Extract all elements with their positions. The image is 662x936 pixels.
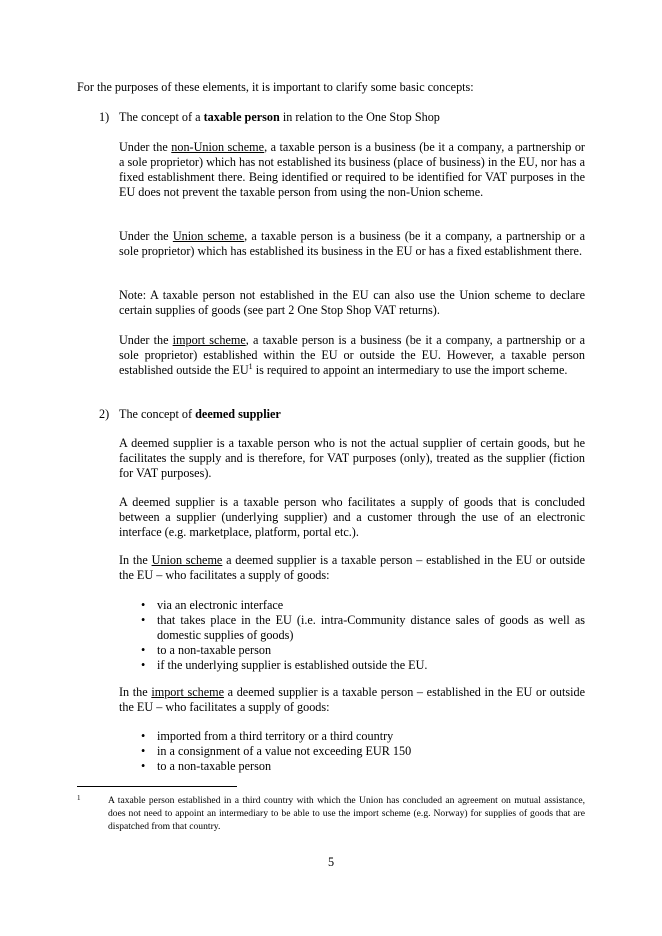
bullet-icon: • — [141, 613, 146, 627]
note-paragraph: Note: A taxable person not established in the EU can also use the Union scheme to declare certain supplies of goods (see part 2 One Stop Shop VAT returns). — [119, 288, 585, 317]
list-item: • in a consignment of a value not exceeding EUR 150 — [141, 744, 412, 758]
footnote-reference[interactable]: 1 — [248, 361, 253, 371]
section-title: The concept of deemed supplier — [119, 407, 281, 421]
import-scheme-deemed-supplier-paragraph: In the import scheme a deemed supplier is a taxable person – established in the EU or outside the EU – who facilitates a supply of goods: — [119, 685, 585, 714]
union-scheme-bullet-list — [119, 598, 585, 673]
import-scheme-paragraph: Under the import scheme, a taxable person is a business (be it a company, a partnership or a sole proprietor) established within the EU or outside the EU. However, a taxable person established outside the $EU^1$ is required to appoint an intermediary to use the import scheme. — [119, 333, 585, 377]
page-number: 5 — [327, 855, 335, 869]
scheme-term: Union scheme — [172, 229, 245, 243]
deemed-supplier-facilitation-paragraph: A deemed supplier is a taxable person who facilitates a supply of goods that is concluded between a supplier (underlying supplier) and a customer through the use of an electronic interface (e.g. marketplace, platform, portal etc.). — [119, 495, 585, 539]
union-scheme-deemed-supplier-paragraph: In the Union scheme a deemed supplier is a taxable person – established in the EU or outside the EU – who facilitates a supply of goods: — [119, 553, 585, 582]
list-item: • imported from a third territory or a third country — [141, 729, 394, 743]
scheme-term: non-Union scheme — [171, 140, 265, 154]
scheme-term: import scheme — [151, 685, 225, 699]
footnote-number: 1 — [77, 794, 81, 802]
footnote-separator — [77, 786, 237, 787]
scheme-term: import scheme — [172, 333, 246, 347]
bullet-icon: • — [141, 658, 146, 672]
scheme-term: Union scheme — [151, 553, 223, 567]
deemed-supplier-definition-paragraph: A deemed supplier is a taxable person who is not the actual supplier of certain goods, but he facilitates the supply and is therefore, for VAT purposes (only), treated as the supplier (fiction for VAT purposes). — [119, 436, 585, 480]
list-item: • to a non-taxable person — [141, 759, 272, 773]
bullet-icon: • — [141, 759, 146, 773]
footnote-text: A taxable person established in a third country with which the Union has concluded an agreement on mutual assistance, does not need to appoint an intermediary to be able to use the import scheme (e.g. Norway) for supplies of goods that are dispatched from that country. — [108, 795, 585, 832]
bullet-icon: • — [141, 598, 146, 612]
section-number: 1) — [99, 110, 110, 124]
bullet-icon: • — [141, 744, 146, 758]
list-item: • that takes place in the EU (i.e. intra-Community distance sales of goods as well as domestic supplies of goods) — [141, 613, 585, 642]
intro-paragraph: For the purposes of these elements, it is important to clarify some basic concepts: — [77, 80, 474, 94]
import-scheme-bullet-list — [119, 729, 585, 774]
list-item: • to a non-taxable person — [141, 643, 272, 657]
bullet-icon: • — [141, 643, 146, 657]
bullet-icon: • — [141, 729, 146, 743]
list-item: • if the underlying supplier is established outside the EU. — [141, 658, 428, 672]
union-scheme-paragraph: Under the Union scheme, a taxable person is a business (be it a company, a partnership or a sole proprietor) which has established its business in the EU or has a fixed establishment there. — [119, 229, 585, 258]
section-title: The concept of a taxable person in relation to the One Stop Shop — [119, 110, 440, 124]
list-item: • via an electronic interface — [141, 598, 284, 612]
footnote — [77, 794, 585, 833]
section-number: 2) — [99, 407, 110, 421]
non-union-scheme-paragraph: Under the non-Union scheme, a taxable person is a business (be it a company, a partnership or a sole proprietor) which has not established its business (place of business) in the EU, nor has a fixed establishment there. Being identified or required to be identified for VAT purposes in the EU does not prevent the taxable person from using the non-Union scheme. — [119, 140, 585, 199]
